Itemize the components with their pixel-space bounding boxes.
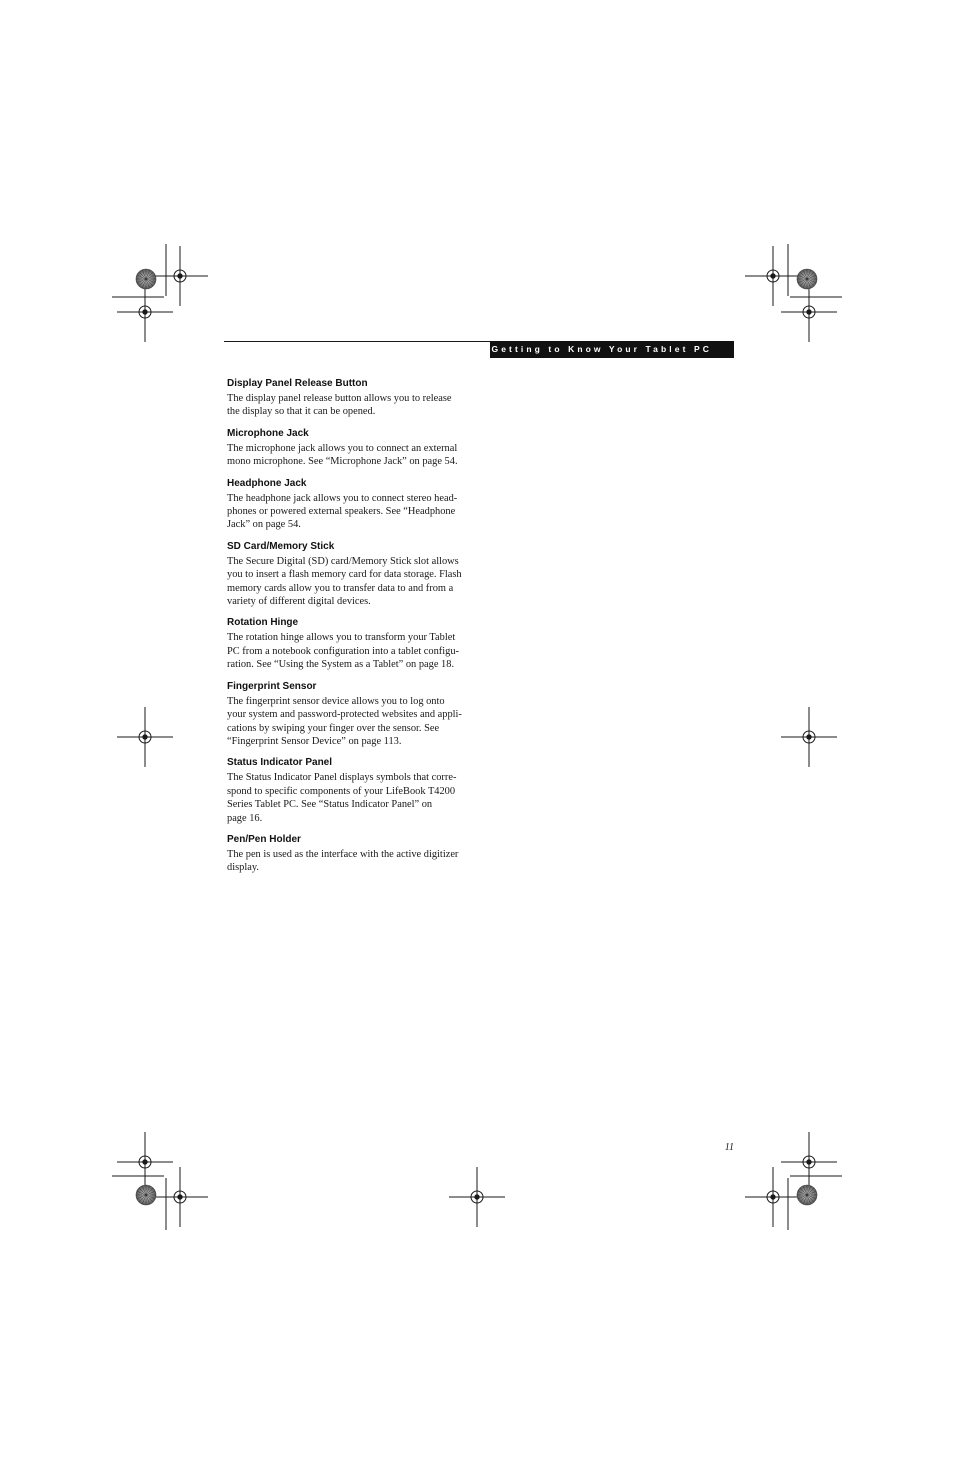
section-heading: Microphone Jack	[227, 427, 309, 439]
body-line: The headphone jack allows you to connect stereo head-	[227, 492, 458, 504]
body-line: cations by swiping your finger over the sensor. See	[227, 722, 440, 734]
body-line: the display so that it can be opened.	[227, 406, 376, 418]
registration-target-icon	[117, 1132, 173, 1192]
body-line: The pen is used as the interface with the active digitizer	[227, 848, 459, 860]
body-line: PC from a notebook configuration into a tablet configu-	[227, 645, 460, 657]
body-line: ration. See “Using the System as a Tablet” on page 18.	[227, 659, 455, 671]
body-line: display.	[227, 862, 259, 874]
section	[227, 616, 473, 671]
section-heading: Display Panel Release Button	[227, 378, 368, 389]
registration-target-icon	[781, 282, 837, 342]
section-heading: Pen/Pen Holder	[227, 833, 301, 845]
body-line: Jack” on page 54.	[227, 519, 301, 531]
section	[227, 756, 473, 825]
section-body	[227, 695, 473, 749]
body-line: “Fingerprint Sensor Device” on page 113.	[227, 735, 402, 747]
color-bar-rosette-icon	[797, 1185, 817, 1205]
body-line: The display panel release button allows you to release	[227, 393, 452, 404]
body-line: variety of different digital devices.	[227, 596, 371, 608]
running-header	[490, 341, 734, 358]
section	[227, 427, 473, 469]
body-line: phones or powered external speakers. See “Headphone	[227, 506, 456, 518]
section	[227, 540, 473, 609]
body-line: The rotation hinge allows you to transform your Tablet	[227, 632, 456, 644]
registration-target-icon	[781, 707, 837, 767]
running-header-title: Getting to Know Your Tablet PC	[491, 344, 712, 354]
body-line: Series Tablet PC. See “Status Indicator Panel” on	[227, 799, 433, 811]
section-body	[227, 392, 473, 419]
section-body	[227, 771, 473, 825]
section	[227, 377, 473, 419]
registration-target-icon	[117, 282, 173, 342]
crop-lines	[112, 244, 842, 1230]
page-number: 11	[724, 1142, 734, 1153]
color-bar-rosette-icon	[797, 269, 817, 289]
registration-target-icon	[781, 1132, 837, 1192]
color-bar-rosette-icon	[136, 269, 156, 289]
body-line: your system and password-protected websites and appli-	[227, 709, 462, 721]
section-heading: Rotation Hinge	[227, 617, 299, 629]
section-body	[227, 442, 473, 469]
section	[227, 477, 473, 532]
section-heading: Headphone Jack	[227, 477, 307, 489]
body-line: The Secure Digital (SD) card/Memory Stick slot allows	[227, 555, 459, 567]
body-line: memory cards allow you to transfer data to and from a	[227, 582, 454, 594]
section-body	[227, 492, 473, 532]
body-line: you to insert a flash memory card for data storage. Flash	[227, 569, 462, 581]
section-body	[227, 555, 473, 609]
section-body	[227, 848, 473, 875]
section	[227, 833, 473, 875]
color-bar-rosette-icon	[136, 1185, 156, 1205]
body-line: The fingerprint sensor device allows you to log onto	[227, 695, 445, 707]
section-heading: SD Card/Memory Stick	[227, 540, 335, 552]
body-line: mono microphone. See “Microphone Jack” on page 54.	[227, 456, 458, 468]
section-heading: Status Indicator Panel	[227, 757, 333, 769]
body-line: The microphone jack allows you to connect an external	[227, 442, 458, 454]
body-line: page 16.	[227, 812, 263, 824]
section-body	[227, 631, 473, 671]
section-heading: Fingerprint Sensor	[227, 680, 317, 692]
main-content	[227, 377, 473, 883]
registration-target-icon	[117, 707, 173, 767]
body-line: The Status Indicator Panel displays symbols that corre-	[227, 772, 457, 784]
registration-target-icon	[449, 1167, 505, 1227]
section	[227, 680, 473, 749]
registration-targets	[117, 246, 837, 1227]
body-line: spond to specific components of your LifeBook T4200	[227, 785, 456, 797]
